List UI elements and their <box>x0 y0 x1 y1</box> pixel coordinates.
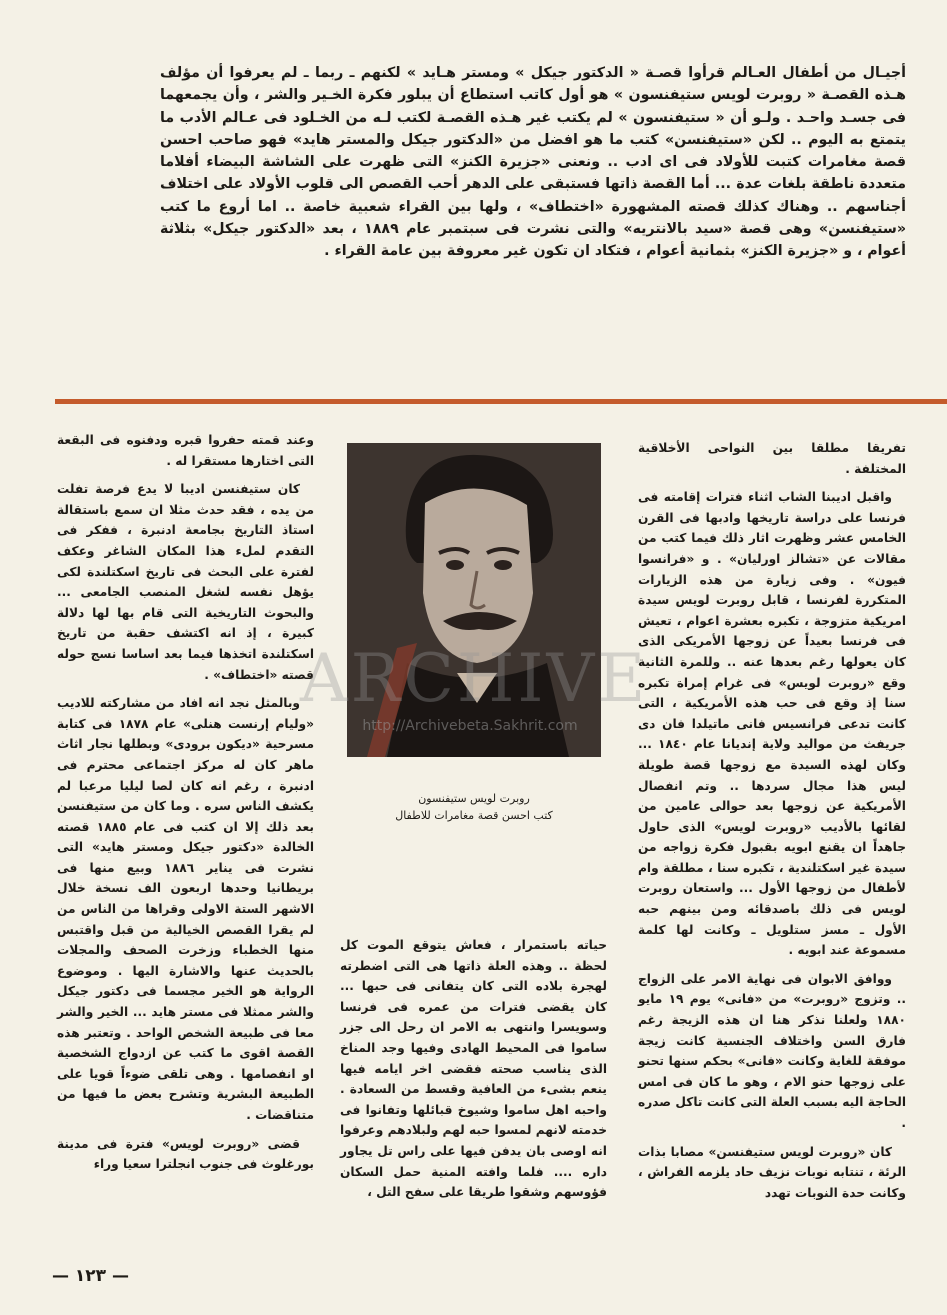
right-paragraph-2: واقبل اديبنا الشاب اثناء فترات إقامته فى فرنسا على دراسة تاريخها وادبها فى القرن الخامس عشر وظهرت اثار ذلك فيما كتب من مقالات عن «تشالز اورليان» . و «فرانسوا فيون» . وفى زيارة من هذه الزيارات المتكررة لفرنسا ، قابل روبرت لويس سيدة امريكية متزوجة ، تكبره بعشرة اعوام ، تعيش فى فرنسا بعيداً عن زوجها الأمريكى الذى كان يعولها رغم بعدها عنه .. وللمرة الثانية وقع «روبرت لويس» فى غرام إمراة تكبره سنا إذ وقع فى حب هذه الأمريكية ، التى كانت تدعى فرانسيس فانى ماتيلدا فان دى جريفث من مواليد ولاية إنديانا عام ١٨٤٠ ... وكان لهذه السيدة مع زوجها قصة طويلة ليس هذا مجال سردها .. وتم انفصال الأمريكية عن زوجها بعد حوالى عامين من لقائها بالأديب «روبرت لويس» الذى حاول جاهداً ان يقنع ابويه بقبول فكرة زواجه من سيدة غير اسكتلندية ، تكبره سنا ، مطلقة وام لأطفال من زوجها الأول ... واستعان روبرت لويس فى ذلك باصدقائه ومن بينهم حبه الأول ـ مسز ستلويل ـ وكانت لها كلمة مسموعة عند ابويه . <box>638 490 907 958</box>
archive-watermark-url: http://Archivebeta.Sakhrit.com <box>362 718 578 734</box>
caption-name: روبرت لويس ستيفنسون <box>418 792 530 805</box>
section-divider <box>55 399 947 404</box>
caption-description: كتب احسن قصة مغامرات للاطفال <box>395 809 553 822</box>
right-paragraph-4: كان «روبرت لويس ستيفنسن» مصابا بذات الرئة ، تنتابه نوبات نزيف حاد يلزمه الفراش ، وكانت حدة النوبات تهدد <box>638 1144 906 1200</box>
portrait-caption <box>347 790 601 824</box>
author-portrait <box>347 443 601 757</box>
intro-paragraph <box>160 62 906 263</box>
middle-paragraph-1: حياته باستمرار ، فعاش يتوقع الموت كل لحظة .. وهذه العلة ذاتها هى التى اضطرته لهجرة بلاده التى كان يتفانى فى حبها ... كان يقضى فترات من عمره فى فرنسا وسويسرا وانتهى به الامر ان رحل الى جزر ساموا فى المحيط الهادى وفيها وجد المناخ الذى يناسب صحته فقضى اخر ايامه فيها ينعم بشىء من العافية وقسط من السعادة . واحبه اهل ساموا وشيوخ قبائلها وتفانوا فى خدمته لانهم لمسوا حبه لهم ولبلادهم وعرفوا انه اوصى بان يدفن فيها على راس تل يجاور داره .... فلما وافته المنية حمل السكان فؤوسهم وشقوا طريقا على سفح التل ، <box>340 938 607 1200</box>
archive-watermark: ARCHIVE <box>300 640 649 717</box>
left-column <box>57 430 314 1183</box>
right-paragraph-1: تفريقا مطلقا بين النواحى الأخلاقية المختلفة . <box>638 441 906 476</box>
left-paragraph-3: وبالمثل نجد انه افاد من مشاركته للاديب «وليام إرنست هنلى» عام ١٨٧٨ فى كتابة مسرحية «ديكون برودى» وبطلها نجار اثاث ماهر كان له مركز اجتماعى محترم فى ادنبرة ، رغم انه كان لصا ليليا مرعبا لم يكشف الناس سره . وما كان من ستيفنسن بعد ذلك إلا ان كتب فى عام ١٨٨٥ قصته الخالدة «دكتور جيكل ومستر هايد» التى نشرت فى يناير ١٨٨٦ وبيع منها فى بريطانيا وحدها اربعون الف نسخة خلال الاشهر الستة الاولى وقراها من الناس من لم يقرا القصص الخيالية من قبل واقتبس منها الخطباء وزخرت الصحف والمجلات بالحديث عنها والاشارة اليها . وموضوع الرواية هو الخير مجسما فى دكتور جيكل والشر ممثلا فى مستر هايد ... الخير والشر معا فى طبيعة الشخص الواحد . وتعتبر هذه القصة اقوى ما كتب عن ازدواج الشخصية او انفصامها . وهى تلقى ضوءاً قويا على الطبيعة البشرية وتشرح بعض ما فيها من متناقضات . <box>57 696 314 1122</box>
right-paragraph-3: ووافق الابوان فى نهاية الامر على الزواج .. وتزوج «روبرت» من «فانى» يوم ١٩ مايو ١٨٨٠ ولعلنا نذكر هنا ان هذه الزيجة رغم فارق السن واختلاف الجنسية كانت زيجة موفقة للغاية وكانت «فانى» بحكم سنها تحنو على زوجها حنو الام ، وهو ما كان فى امس الحاجة اليه بسبب العلة التى كانت تاكل صدره . <box>638 971 906 1130</box>
left-paragraph-4: قضى «روبرت لويس» فترة فى مدينة بورغلوث فى جنوب انجلترا سعيا وراء <box>57 1136 314 1172</box>
right-column <box>638 438 906 1211</box>
page-number: — ١٢٣ — <box>52 1266 129 1286</box>
portrait-image <box>347 443 601 757</box>
left-paragraph-2: كان ستيفنسن اديبا لا يدع فرصة تفلت من يده ، فقد حدث مثلا ان سمع باستقالة استاذ التاريخ بجامعة ادنبرة ، ففكر فى التقدم لملء هذا المكان الشاغر وعكف لفترة على البحث فى تاريخ اسكتلندة لكى يؤهل نفسه لشغل المنصب الجامعى ... والبحوث التاريخية التى قام بها لها دلالة كبيرة ، إذ انه اكتشف حقبة من تاريخ اسكتلندة اتخذها فيما بعد اساسا نسج حوله قصته «اختطاف» . <box>57 482 314 682</box>
intro-text: أجيـال من أطفال العـالم قرأوا قصـة « الدكتور جيكل » ومستر هـايد » لكنهم ـ ربما ـ لم يعرفوا أن مؤلف هـذه القصـة « روبرت لويس ستيفنسون » هو أول كاتب استطاع أن يبلور فكرة الخـير والشر ، وأن يجمعهما فى جسـد واحـد . ولـو أن « ستيفنسون » لم يكتب غير هـذه القصـة لكتب لـه من الخـلود فى عـالم الأدب ما يتمتع به اليوم .. لكن «ستيفنسن» كتب ما هو افضل من «الدكتور جيكل والمستر هايد» فهو صاحب احسن قصة مغامرات كتبت للأولاد فى اى ادب .. ونعنى «جزيرة الكنز» التى ظهرت على الشاشة البيضاء أفلاما متعددة ناطقة بلغات عدة ... أما القصة ذاتها فستبقى على الدهر أحب القصص الى قلوب الأولاد على اختلاف أجناسهم .. وهناك كذلك قصته المشهورة «اختطاف» ، ولها بين القراء شعبية خاصة .. اما أروع ما كتب «ستيفنسن» وهى قصة «سيد بالانتريه» والتى نشرت فى سبتمبر عام ١٨٨٩ ، بعد «الدكتور جيكل» بثلاثة أعوام ، و «جزيرة الكنز» بثمانية أعوام ، فتكاد ان تكون غير معروفة بين عامة القراء . <box>160 65 906 260</box>
middle-column <box>340 935 607 1211</box>
left-paragraph-1: وعند قمته حفروا قبره ودفنوه فى البقعة التى اختارها مستقرا له . <box>57 433 314 468</box>
